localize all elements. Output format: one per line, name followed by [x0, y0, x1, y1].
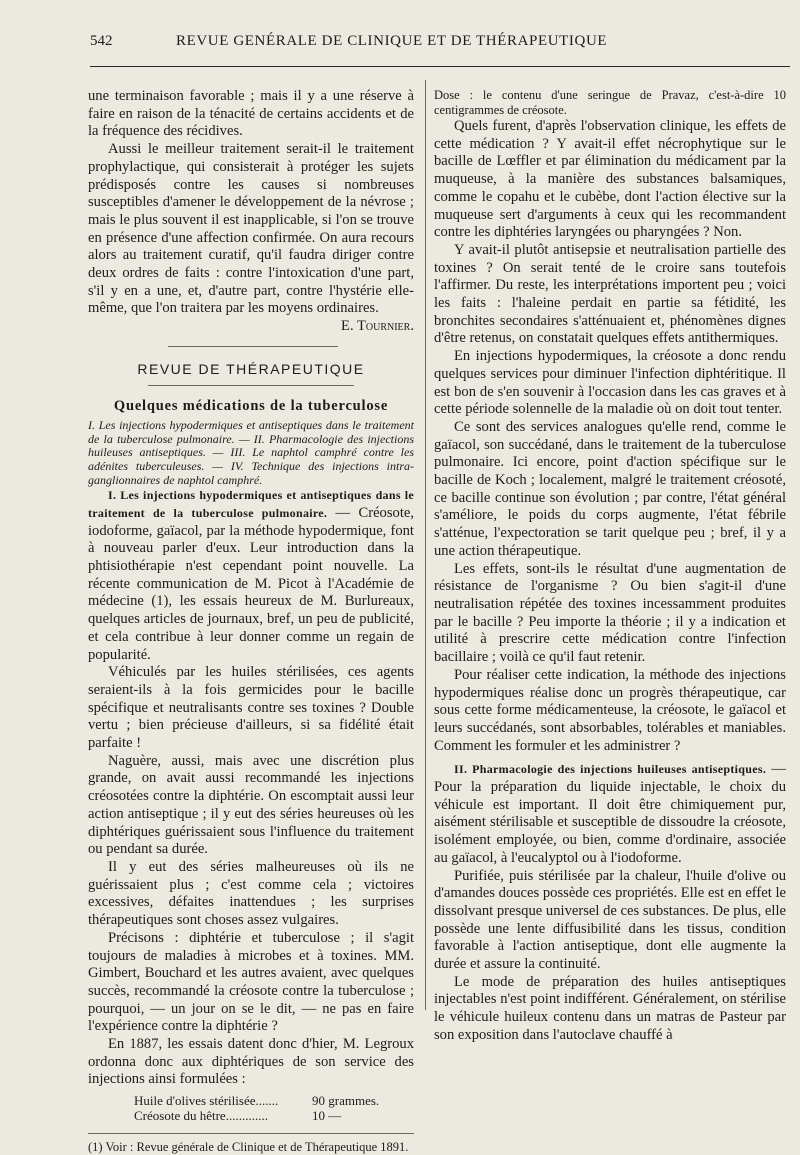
formula-row — [134, 1108, 414, 1123]
formula-row — [134, 1093, 414, 1108]
subsection-text: — Pour la préparation du liquide injectable, le choix du véhicule est important. Il doit être chimiquement pur, aisément stérilisable et susceptible de dissoudre la créosote, isolément employée, ou bien, comme d'ordinaire, associée au gaïacol, à l'eucalyptol ou à l'iodoforme. — [434, 761, 786, 866]
paragraph: Quels furent, d'après l'observation clinique, les effets de cette médication ? Y avait-il effet nécrophytique sur le bacille de Lœffler et par élimination du médicament par la muqueuse, à la manière des substances balsamiques, comme le copahu et le cubèbe, dont l'action élective sur la muqueuse sert d'arguments à ceux qui les recommandent contre les diphtéries laryngées ou pharyngées ? Non. — [434, 118, 786, 241]
page-number: 542 — [90, 33, 113, 49]
dose-note: Dose : le contenu d'une seringue de Pravaz, c'est-à-dire 10 centigrammes de créosote. — [434, 88, 786, 117]
article-summary: I. Les injections hypodermiques et antiseptiques dans le traitement de la tuberculose pulmonaire. — II. Pharmacologie des injections huileuses antiseptiques. — III. Le naphtol camphré contre les adénites tuberculeuses. — IV. Technique des injections intra-ganglionnaires de naphtol camphré. — [88, 418, 414, 487]
formula-quantity: 90 grammes. — [312, 1093, 380, 1109]
author-signature: E. Tournier. — [341, 318, 414, 335]
paragraph: Naguère, aussi, mais avec une discrétion plus grande, on avait aussi recommandé les injections créosotées contre la diphtérie. On escomptait aussi leur action antiseptique ; il y eut des séries heureuses où les diphtériques guérissaient sous l'influence du traitement ou pendant sa durée. — [88, 752, 414, 858]
running-header — [90, 33, 790, 57]
formula-ingredient: Créosote du hêtre............. — [134, 1108, 268, 1124]
paragraph: Les effets, sont-ils le résultat d'une augmentation de résistance de l'organisme ? Ou bien s'agit-il d'une neutralisation répétée des toxines incessamment produites par le bacille ? Peu importe la théorie ; il y a indication et utilité à prescrire cette médication contre l'infection bacillaire ; voilà ce qu'il faut retenir. — [434, 560, 786, 666]
paragraph: Le mode de préparation des huiles antiseptiques injectables n'est point indifférent. Généralement, on stérilise le véhicule huileux contenu dans un matras de Pasteur par son exposition dans l'autoclave chauffé à — [434, 973, 786, 1043]
formula-block — [134, 1093, 414, 1123]
footnote: (1) Voir : Revue générale de Clinique et de Thérapeutique 1891. — [88, 1140, 409, 1155]
paragraph: Ce sont des services analogues qu'elle rend, comme le gaïacol, son succédané, dans le traitement de la tuberculose pulmonaire. Ici encore, point d'action spécifique sur le bacille de Koch ; localement, malgré le traitement créosoté, ce bacille continue son évolution ; par contre, l'état général s'améliore, le poids du corps augmente, l'état fébrile s'atténue, l'expectoration se tarit quelque peu ; bref, il y a une action thérapeutique. — [434, 418, 786, 559]
paragraph: Aussi le meilleur traitement serait-il le traitement prophylactique, qui consisterait à protéger les sujets prédisposés contre les causes si nombreuses susceptibles d'amener le développement de la névrose ; mais le plus souvent il est inapplicable, si l'on se trouve en présence d'une affection confirmée. On aura recours alors au traitement curatif, qu'il faudra diriger contre deux ordres de faits : contre l'intoxication d'une part, s'il y en a une, et, d'autre part, contre l'hystérie elle-même, que l'on traitera par les moyens ordinaires. — [88, 141, 414, 317]
paragraph: Purifiée, puis stérilisée par la chaleur, l'huile d'olive ou d'amandes douces possède ces propriétés. Elle est en effet le dissolvant presque universel de ces substances. De plus, elle possède une lente diffusibilité dans les tissus, condition favorable à l'action antiseptique, dont elle augmente la durée et assure la continuité. — [434, 867, 786, 973]
section-separator — [168, 346, 338, 347]
paragraph: Véhiculés par les huiles stérilisées, ces agents seraient-ils à la fois germicides pour le bacille spécifique et neutralisants contre ses toxines ? Double vertu ; bien précieuse d'ailleurs, si sa fidélité était parfaite ! — [88, 664, 414, 752]
running-title: REVUE GENÉRALE DE CLINIQUE ET DE THÉRAPEUTIQUE — [176, 33, 608, 49]
paragraph: Y avait-il plutôt antisepsie et neutralisation partielle des toxines ? On serait tenté de le croire sans toutefois l'affirmer. Du reste, les interprétations importent peu ; voici les faits : l'haleine perdait en partie sa fétidité, les bronchites secondaires s'atténuaient et, phénomènes dignes d'être retenus, on constatait quelques effets antithermiques. — [434, 241, 786, 347]
subsection-paragraph — [434, 761, 786, 867]
paragraph: En injections hypodermiques, la créosote a donc rendu quelques services pour diminuer l'infection diphtéritique. Il est bon de s'en souvenir à l'occasion dans les cas graves et à cette période solennelle de la maladie où on doit tout tenter. — [434, 348, 786, 418]
paragraph: Précisons : diphtérie et tuberculose ; il s'agit toujours de maladies à microbes et à toxines. MM. Gimbert, Bouchard et les autres avaient, avec quelques succès, recommandé la créosote contre la tuberculose ; pourquoi, — un jour on se le dit, — ne pas en faire l'expérience contre la diphtérie ? — [88, 929, 414, 1035]
subsection-heading: I. Les injections hypodermiques et antiseptiques dans le traitement de la tuberculose pulmonaire. — [88, 488, 414, 520]
formula-ingredient: Huile d'olives stérilisée....... — [134, 1093, 279, 1109]
subsection-text: — Créosote, iodoforme, gaïacol, par la méthode hypodermique, font à nouveau parler d'eux. Leur introduction dans la phtisiothérapie n'est cependant point nouvelle. La récente communication de M. Picot à l'Académie de médecine (1), les essais heureux de M. Burlureaux, quelques articles de journaux, bref, un peu de publicité, et cela contribue à leur donner comme un regain de popularité. — [88, 504, 414, 663]
section-title: REVUE DE THÉRAPEUTIQUE — [137, 360, 365, 377]
formula-quantity: 10 — — [312, 1108, 342, 1124]
paragraph: une terminaison favorable ; mais il y a une réserve à faire en raison de la ténacité de certains accidents et de la fréquence des récidives. — [88, 88, 414, 140]
footnote-rule — [88, 1133, 414, 1134]
right-column — [434, 88, 786, 1045]
paragraph: Pour réaliser cette indication, la méthode des injections hypodermiques réalise donc un progrès thérapeutique, car sous cette forme médicamenteuse, la créosote, le gaïacol et leurs succédanés, sont absorbables, tolérables et maniables. Comment les formuler et les administrer ? — [434, 666, 786, 754]
paragraph: Il y eut des séries malheureuses où ils ne guérissaient plus ; c'est comme cela ; victoires excessives, défaites inattendues ; les surprises thérapeutiques sont choses assez vulgaires. — [88, 858, 414, 929]
paragraph: En 1887, les essais datent donc d'hier, M. Legroux ordonna donc aux diphtériques de son service des injections ainsi formulées : — [88, 1036, 414, 1088]
header-rule — [90, 66, 790, 67]
subsection-heading: II. Pharmacologie des injections huileuses antiseptiques. — [454, 762, 767, 777]
section-title-rule — [148, 385, 354, 386]
article-title: Quelques médications de la tuberculose — [113, 397, 389, 414]
subsection-paragraph — [88, 487, 414, 664]
left-column — [88, 88, 414, 1155]
column-divider — [425, 80, 426, 1010]
